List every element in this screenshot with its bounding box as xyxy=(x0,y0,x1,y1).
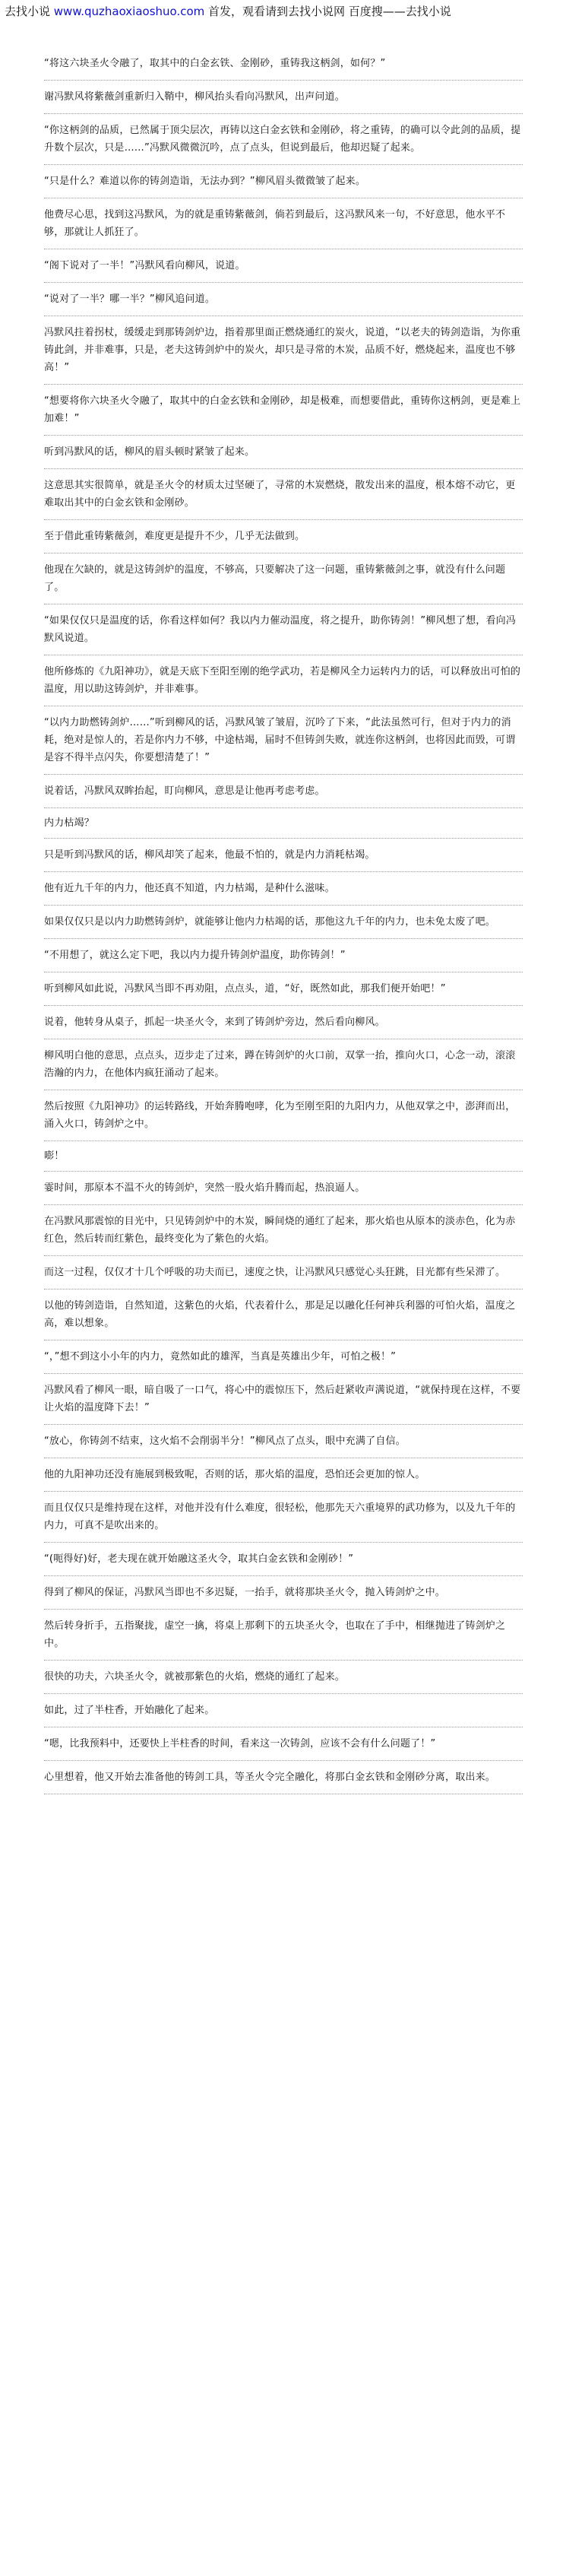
paragraph: 如果仅仅只是以内力助燃铸剑炉，就能够让他内力枯竭的话，那他这九千年的内力，也未免太废了吧。 xyxy=(44,906,523,939)
paragraph: “将这六块圣火令融了，取其中的白金玄铁、金刚砂，重铸我这柄剑，如何？” xyxy=(44,47,523,81)
paragraph: 以他的铸剑造诣，自然知道，这紫色的火焰，代表着什么，那是足以融化任何神兵利器的可怕火焰，温度之高，难以想象。 xyxy=(44,1290,523,1340)
paragraph: 嘭！ xyxy=(44,1141,523,1172)
paragraph: “你这柄剑的品质，已然属于顶尖层次，再铸以这白金玄铁和金刚砂，将之重铸，的确可以令此剑的品质，提升数个层次，只是……”冯默风微微沉吟，点了点头，但说到最后，他却迟疑了起来。 xyxy=(44,114,523,165)
paragraph: 听到冯默风的话，柳风的眉头顿时紧皱了起来。 xyxy=(44,436,523,469)
paragraph: “说对了一半？哪一半？”柳风追问道。 xyxy=(44,283,523,316)
paragraph: 谢冯默风将紫薇剑重新归入鞘中，柳风抬头看向冯默风，出声问道。 xyxy=(44,81,523,114)
paragraph: 柳风明白他的意思，点点头，迈步走了过来，蹲在铸剑炉的火口前，双掌一抬，推向火口，心念一动，滚滚浩瀚的内力，在他体内疯狂涌动了起来。 xyxy=(44,1039,523,1090)
site-banner xyxy=(0,0,566,38)
paragraph: 他的九阳神功还没有施展到极致呢，否则的话，那火焰的温度，恐怕还会更加的惊人。 xyxy=(44,1458,523,1492)
paragraph: 内力枯竭？ xyxy=(44,808,523,839)
paragraph: 说着，他转身从桌子，抓起一块圣火令，来到了铸剑炉旁边，然后看向柳风。 xyxy=(44,1006,523,1039)
paragraph: “阁下说对了一半！”冯默风看向柳风，说道。 xyxy=(44,249,523,283)
paragraph: 很快的功夫，六块圣火令，就被那紫色的火焰，燃烧的通红了起来。 xyxy=(44,1661,523,1694)
paragraph: “(呃得好)好，老夫现在就开始融这圣火令，取其白金玄铁和金刚砂！” xyxy=(44,1543,523,1576)
chapter-content xyxy=(44,47,523,1794)
site-url-link[interactable]: www.quzhaoxiaoshuo.com xyxy=(53,5,205,18)
paragraph: 只是听到冯默风的话，柳风却笑了起来，他最不怕的，就是内力消耗枯竭。 xyxy=(44,839,523,872)
paragraph: 这意思其实很简单，就是圣火令的材质太过坚硬了，寻常的木炭燃烧，散发出来的温度，根本熔不动它，更难取出其中的白金玄铁和金刚砂。 xyxy=(44,469,523,520)
paragraph: 他费尽心思，找到这冯默风，为的就是重铸紫薇剑，倘若到最后，这冯默风来一句，不好意思，他水平不够，那就让人抓狂了。 xyxy=(44,198,523,249)
paragraph: 他现在欠缺的，就是这铸剑炉的温度，不够高，只要解决了这一问题，重铸紫薇剑之事，就没有什么问题了。 xyxy=(44,554,523,604)
paragraph: 他有近九千年的内力，他还真不知道，内力枯竭，是种什么滋味。 xyxy=(44,872,523,906)
paragraph: “只是什么？难道以你的铸剑造诣，无法办到？”柳风眉头微微皱了起来。 xyxy=(44,165,523,198)
paragraph: “想要将你六块圣火令融了，取其中的白金玄铁和金刚砂，却是极难，而想要借此，重铸你这柄剑，更是难上加难！” xyxy=(44,385,523,436)
paragraph: 至于借此重铸紫薇剑，难度更是提升不少，几乎无法做到。 xyxy=(44,520,523,554)
banner-suffix: 首发，观看请到去找小说网 百度搜——去找小说 xyxy=(204,5,451,18)
paragraph: 在冯默风那震惊的目光中，只见铸剑炉中的木炭，瞬间烧的通红了起来，那火焰也从原本的淡赤色，化为赤红色，然后转而红紫色，最终变化为了紫色的火焰。 xyxy=(44,1205,523,1256)
paragraph: 而且仅仅只是维持现在这样，对他并没有什么难度，很轻松，他那先天六重境界的武功修为，以及九千年的内力，可真不是吹出来的。 xyxy=(44,1492,523,1543)
paragraph: 心里想着，他又开始去准备他的铸剑工具，等圣火令完全融化，将那白金玄铁和金刚砂分离，取出来。 xyxy=(44,1761,523,1794)
paragraph: “放心，你铸剑不结束，这火焰不会削弱半分！”柳风点了点头，眼中充满了自信。 xyxy=(44,1425,523,1458)
paragraph: 而这一过程，仅仅才十几个呼吸的功夫而已，速度之快，让冯默风只感觉心头狂跳，目光都有些呆滞了。 xyxy=(44,1256,523,1290)
paragraph: 然后按照《九阳神功》的运转路线，开始奔腾咆哮，化为至刚至阳的九阳内力，从他双掌之中，澎湃而出，涌入火口，铸剑炉之中。 xyxy=(44,1090,523,1141)
paragraph: 得到了柳风的保证，冯默风当即也不多迟疑，一抬手，就将那块圣火令，抛入铸剑炉之中。 xyxy=(44,1576,523,1610)
paragraph: 说着话，冯默风双眸抬起，盯向柳风，意思是让他再考虑考虑。 xyxy=(44,775,523,808)
paragraph: 他所修炼的《九阳神功》，就是天底下至阳至刚的绝学武功，若是柳风全力运转内力的话，可以释放出可怕的温度，用以助这铸剑炉，并非难事。 xyxy=(44,655,523,706)
paragraph: “，”想不到这小小年的内力，竟然如此的雄浑，当真是英雄出少年，可怕之极！” xyxy=(44,1340,523,1374)
paragraph: 如此，过了半柱香，开始融化了起来。 xyxy=(44,1694,523,1727)
paragraph: “不用想了，就这么定下吧，我以内力提升铸剑炉温度，助你铸剑！” xyxy=(44,939,523,972)
paragraph: “嗯，比我预料中，还要快上半柱香的时间，看来这一次铸剑，应该不会有什么问题了！” xyxy=(44,1727,523,1761)
paragraph: 听到柳风如此说，冯默风当即不再劝阻，点点头，道，“好，既然如此，那我们便开始吧！” xyxy=(44,972,523,1006)
paragraph: 霎时间，那原本不温不火的铸剑炉，突然一股火焰升腾而起，热浪逼人。 xyxy=(44,1172,523,1205)
paragraph: 冯默风拄着拐杖，缓缓走到那铸剑炉边，指着那里面正燃烧通红的炭火，说道，“以老夫的铸剑造诣，为你重铸此剑，并非难事，只是，老夫这铸剑炉中的炭火，却只是寻常的木炭，品质不好，燃烧起来，温度也不够高！” xyxy=(44,316,523,385)
paragraph: 冯默风看了柳风一眼，暗自吸了一口气，将心中的震惊压下，然后赶紧收声满说道，“就保持现在这样，不要让火焰的温度降下去！” xyxy=(44,1374,523,1425)
banner-prefix: 去找小说 xyxy=(5,5,54,18)
paragraph: “如果仅仅只是温度的话，你看这样如何？我以内力催动温度，将之提升，助你铸剑！”柳风想了想，看向冯默风说道。 xyxy=(44,604,523,655)
paragraph: “以内力助燃铸剑炉……”听到柳风的话，冯默风皱了皱眉，沉吟了下来，“此法虽然可行，但对于内力的消耗，绝对是惊人的，若是你内力不够，中途枯竭，届时不但铸剑失败，就连你这柄剑，也将因此而毁，可谓是容不得半点闪失，你要想清楚了！” xyxy=(44,706,523,775)
paragraph: 然后转身折手，五指聚拢，虚空一擒，将桌上那剩下的五块圣火令，也取在了手中，相继抛进了铸剑炉之中。 xyxy=(44,1610,523,1661)
